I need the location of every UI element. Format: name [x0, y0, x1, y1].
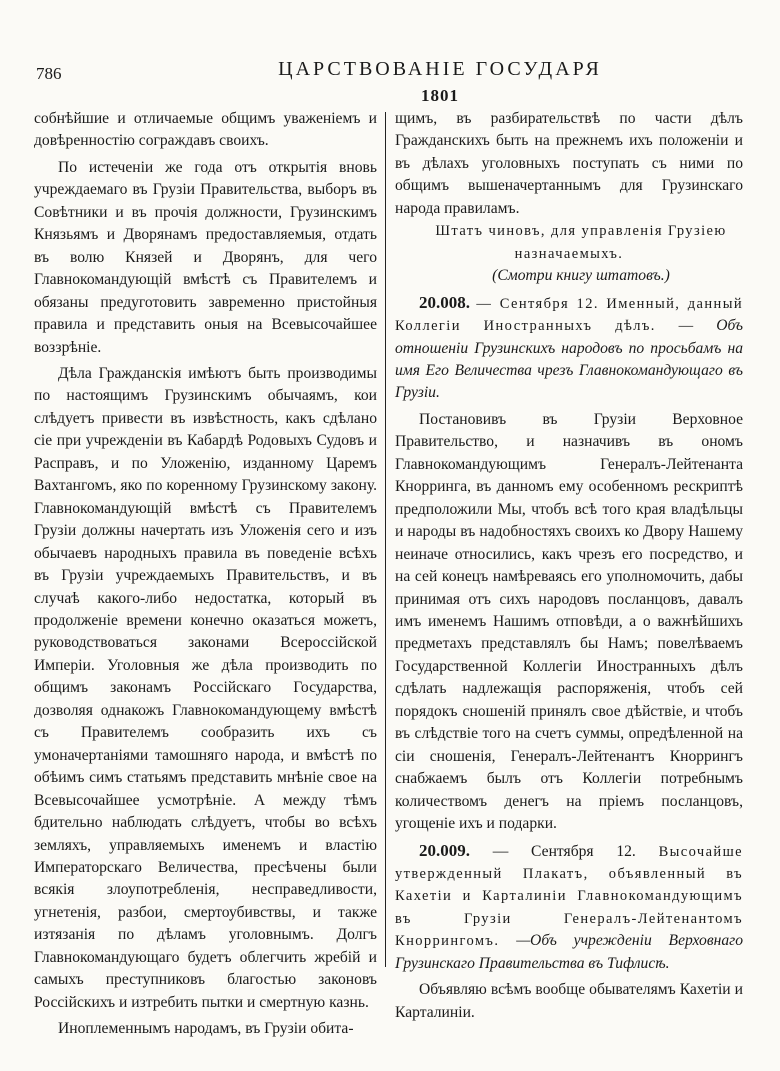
entry-20009-body: Объявляю всѣмъ вообще обывателямъ Кахетіи и Карталиніи. [395, 981, 743, 1021]
entry-number: 20.008. [419, 292, 470, 312]
year-heading: 1801 [421, 86, 459, 105]
left-paragraph-2: По истеченіи же года отъ открытія вновь учреждаемаго въ Грузіи Правительства, выборъ въ Совѣтники и въ прочія должности, Грузинскимъ Князьямъ и Дворянамъ предоставляемыя, отдать въ волю Князей и Дворянъ, для чего Главнокомандующій вмѣстѣ съ Правителемъ и обязаны предуготовить заврeменно пристойныя правила и представить оныя на Всевысочайшее воззрѣніе. [34, 158, 377, 356]
column-divider [385, 112, 386, 967]
left-paragraph-4: Иноплеменнымъ народамъ, въ Грузіи обита- [58, 1020, 354, 1038]
entry-20008-body: Постановивъ въ Грузіи Верховное Правительство, и назначивъ въ ономъ Главнокомандующимъ Генералъ-Лейтенанта Кнорринга, въ данномъ ему особенномъ рескриптѣ предположили Мы, чтобъ всѣ того края владѣльцы и народы въ надобностяхъ своихъ ко Двору Нашему неиначе относились, какъ чрезъ его посредство, и на сей конецъ намѣреваясь его уполномочить, дабы принимая отъ сихъ народовъ посланцовъ, давалъ имъ именемъ Нашимъ отповѣди, а о важнѣйшихъ предметахъ представлялъ бы Намъ; повелѣваемъ Государственной Коллегіи Иностранныхъ дѣлъ сдѣлать надлежащія распоряженія, чтобъ сей порядокъ сношеній принялъ свое дѣйствіе, и чтобъ въ слѣдствіе того на счетъ суммы, опредѣленной на сіи сношенія, Генералъ-Лейтенантъ Кноррингъ снабжаемъ былъ отъ Коллегіи потребнымъ количествомъ денегъ на пріемъ посланцовъ, угощеніе ихъ и подарки. [395, 410, 743, 833]
entry-number: 20.009. [419, 840, 470, 860]
entry-lead: Высочайше утвержденный Плакатъ, объявленный въ Кахетіи и Карталиніи Главнокомандующимъ въ Грузіи Генералъ-Лейтенантомъ Кноррингомъ. [395, 843, 743, 950]
entry-date: — Сентября 12. Именный, данный Коллегіи Иностранныхъ дѣлъ. — [395, 295, 743, 335]
staff-reference: (Смотри книгу штатовъ.) [492, 267, 670, 285]
right-column [395, 108, 743, 1024]
entry-date: — Сентября 12. [492, 842, 636, 860]
right-continuation-paragraph: щимъ, въ разбирательствѣ по части дѣлъ Гражданскихъ быть на прежнемъ ихъ положеніи и въ дѣлахъ уголовныхъ поступать съ ними по общимъ вышеначертаннымъ для Грузинскаго народа правиламъ. [395, 110, 743, 217]
left-paragraph-3: Дѣла Гражданскія имѣютъ быть производимы по настоящимъ Грузинскимъ обычаямъ, кои слѣдуетъ привести въ извѣстность, какъ сдѣлано сіе при учрежденіи въ Кабардѣ Родовыхъ Судовъ и Расправъ, и по Уложенію, изданному Царемъ Вахтангомъ, яко по коренному Грузинскому закону. Главнокомандующій вмѣстѣ съ Правителемъ Грузіи должны начертать изъ Уложенія сего и изъ обычаевъ народныхъ правила въ поведеніе всѣхъ въ Грузіи учреждаемыхъ Правительствъ, и въ случаѣ какого-либо недостатка, который въ продолженіе времени конечно оказаться можетъ, руководствоваться законами Всероссійской Имперіи. Уголовныя же дѣла производить по общимъ законамъ Россійскаго Государства, дозволяя однакожъ Главнокомандующему вмѣстѣ съ Правителемъ сообразить ихъ съ умоначертаніями тамошняго народа, и вмѣстѣ по обѣимъ симъ статьямъ представить мнѣніе свое на Всевысочайшее усмотрѣніе. А между тѣмъ бдительно наблюдать слѣдуетъ, чтобы во всѣхъ земляхъ, управляемыхъ именемъ и властію Императорскаго Величества, пресѣчены были всякія злоупотребленія, несправедливости, угнетенія, разбои, смертоубивствы, и также изтязанія по дѣламъ уголовнымъ. Долгъ Главнокомандующаго будетъ облегчить жребій и самыхъ преступниковъ благостью законовъ Россійскихъ и изтребить пытки и смертную казнь. [34, 364, 377, 1011]
staff-heading: Штатъ чиновъ, для управленія Грузіею назначаемыхъ. [435, 223, 727, 262]
left-paragraph-1: собнѣйшие и отличаемые общимъ уваженіемъ и довѣренностію сограждавъ своихъ. [34, 110, 377, 150]
running-head: ЦАРСТВОВАНІЕ ГОСУДАРЯ [278, 58, 602, 80]
entry-title: —Объ учрежденіи Верховнаго Грузинскаго Правительства въ Тифлисѣ. [395, 932, 743, 972]
entry-20008-header [395, 292, 743, 405]
entry-20009-header [395, 840, 743, 976]
left-column [34, 108, 377, 1041]
entry-title: Объ отношеніи Грузинскихъ народовъ по просьбамъ на имя Его Величества чрезъ Главнокомандующаго въ Грузіи. [395, 317, 744, 402]
page-number: 786 [36, 64, 62, 83]
